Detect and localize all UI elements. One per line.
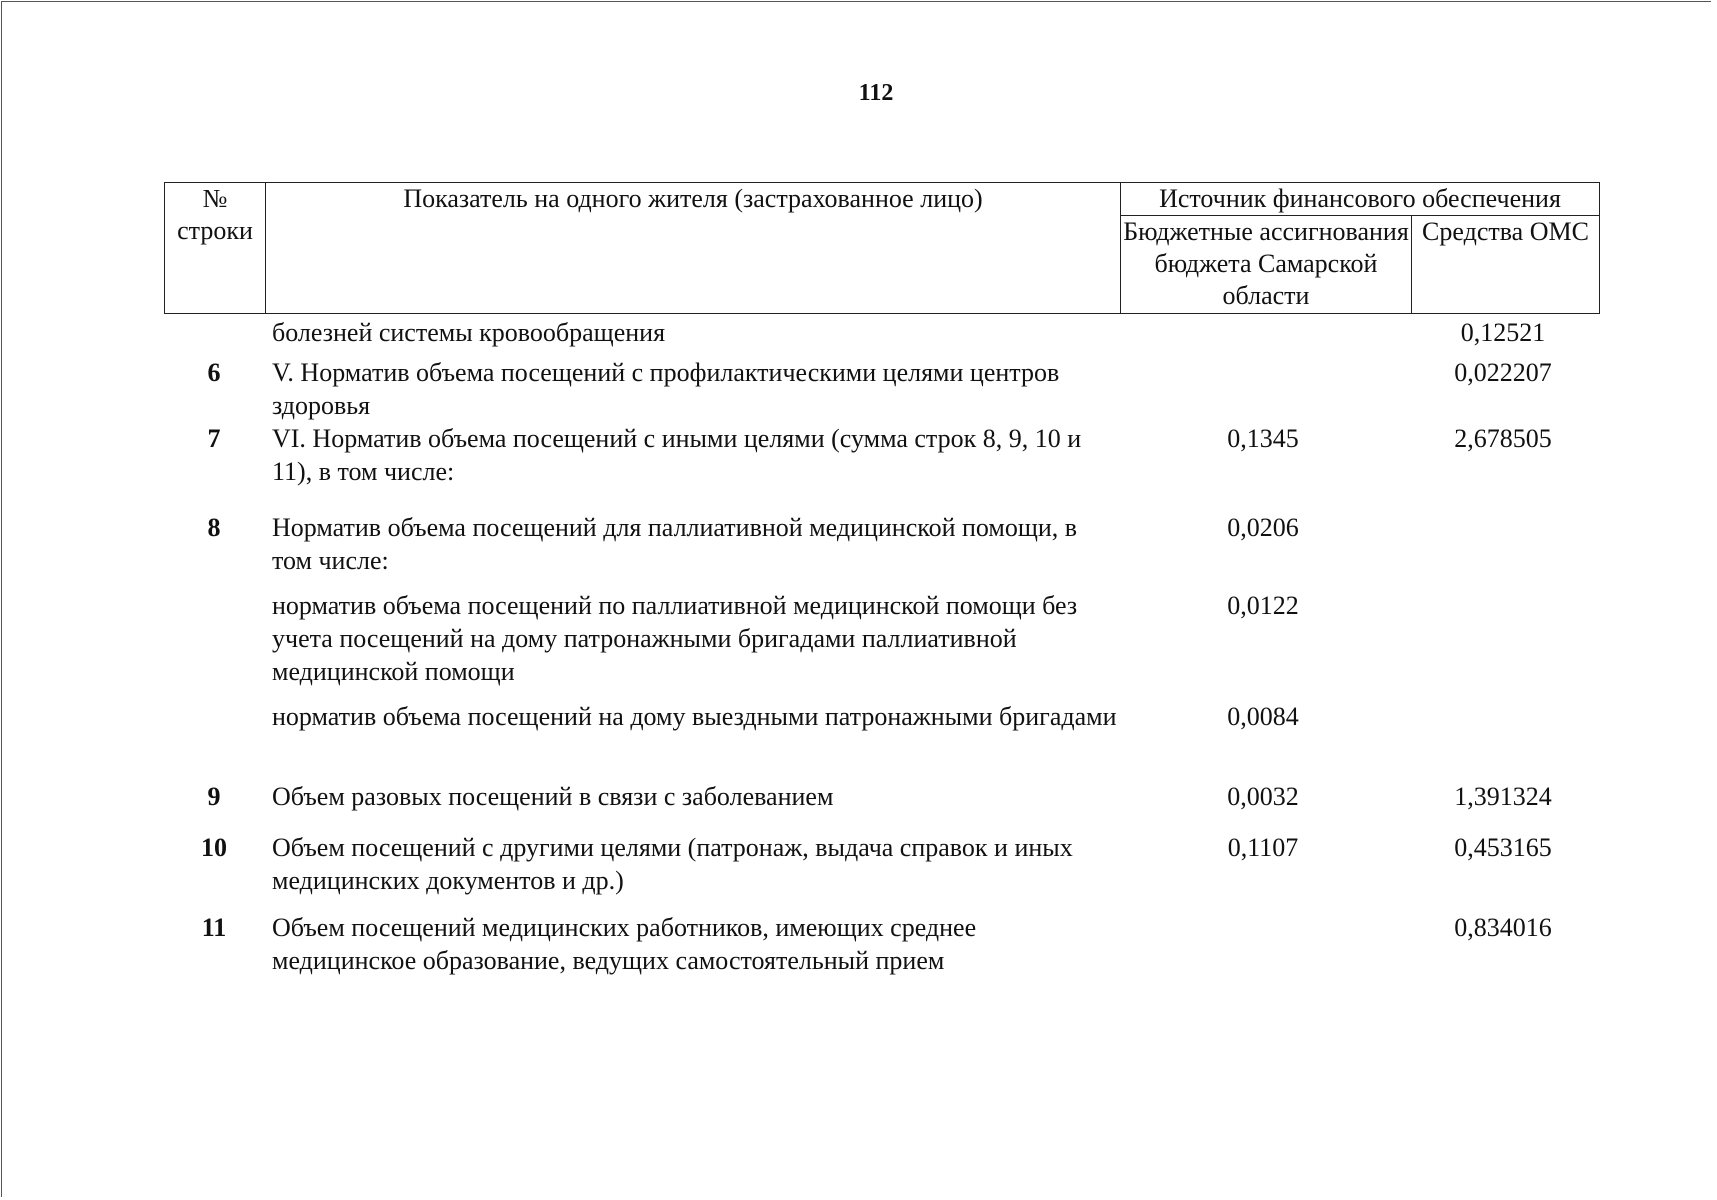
row-budget-value: 0,0032 — [1227, 782, 1299, 811]
page-number: 112 — [858, 80, 894, 106]
table-row — [164, 589, 1598, 700]
row-indicator: болезней системы кровообращения — [272, 318, 666, 347]
row-number: 8 — [207, 513, 221, 542]
row-oms-value: 0,834016 — [1454, 913, 1552, 942]
header-oms: Средства ОМС — [1412, 216, 1600, 314]
row-number: 10 — [201, 833, 227, 862]
header-budget: Бюджетные ассигнования бюджета Самарской области — [1121, 216, 1412, 314]
row-budget-value: 0,1107 — [1227, 833, 1299, 862]
row-indicator: Объем посещений медицинских работников, имеющих среднее медицинское образование, ведущих самостоятельный прием — [272, 913, 977, 975]
row-oms-value: 1,391324 — [1454, 782, 1552, 811]
table-row — [164, 831, 1598, 911]
row-indicator: Норматив объема посещений для паллиативной медицинской помощи, в том числе: — [272, 513, 1078, 575]
row-budget-value: 0,0084 — [1227, 702, 1299, 731]
table-row — [164, 422, 1598, 511]
row-number: 7 — [207, 424, 221, 453]
row-oms-value: 2,678505 — [1454, 424, 1552, 453]
row-budget-value: 0,0206 — [1227, 513, 1299, 542]
row-number: 6 — [207, 358, 221, 387]
row-budget-value: 0,1345 — [1227, 424, 1299, 453]
row-indicator: Объем разовых посещений в связи с заболеванием — [272, 782, 834, 811]
row-budget-value: 0,0122 — [1227, 591, 1299, 620]
table-row — [164, 700, 1598, 780]
row-oms-value: 0,12521 — [1460, 318, 1546, 347]
table-row — [164, 780, 1598, 831]
table-body — [164, 316, 1598, 977]
row-oms-value: 0,022207 — [1454, 358, 1552, 387]
row-oms-value: 0,453165 — [1454, 833, 1552, 862]
table-row — [164, 316, 1598, 356]
header-funding-source: Источник финансового обеспечения — [1121, 183, 1600, 216]
row-indicator: VI. Норматив объема посещений с иными целями (сумма строк 8, 9, 10 и 11), в том числе: — [272, 424, 1082, 486]
row-indicator: норматив объема посещений по паллиативной медицинской помощи без учета посещений на дому патронажными бригадами паллиативной медицинской помощи — [272, 591, 1078, 686]
row-indicator: норматив объема посещений на дому выездными патронажными бригадами — [272, 702, 1117, 731]
table-row — [164, 356, 1598, 422]
table-row — [164, 911, 1598, 977]
table-row — [164, 511, 1598, 589]
header-row-number: № строки — [165, 183, 266, 314]
row-indicator: V. Норматив объема посещений с профилактическими целями центров здоровья — [272, 358, 1060, 420]
table-header — [164, 182, 1600, 314]
row-number: 9 — [207, 782, 221, 811]
row-indicator: Объем посещений с другими целями (патронаж, выдача справок и иных медицинских документов и др.) — [272, 833, 1073, 895]
row-number: 11 — [201, 913, 227, 942]
header-indicator: Показатель на одного жителя (застрахованное лицо) — [266, 183, 1121, 314]
